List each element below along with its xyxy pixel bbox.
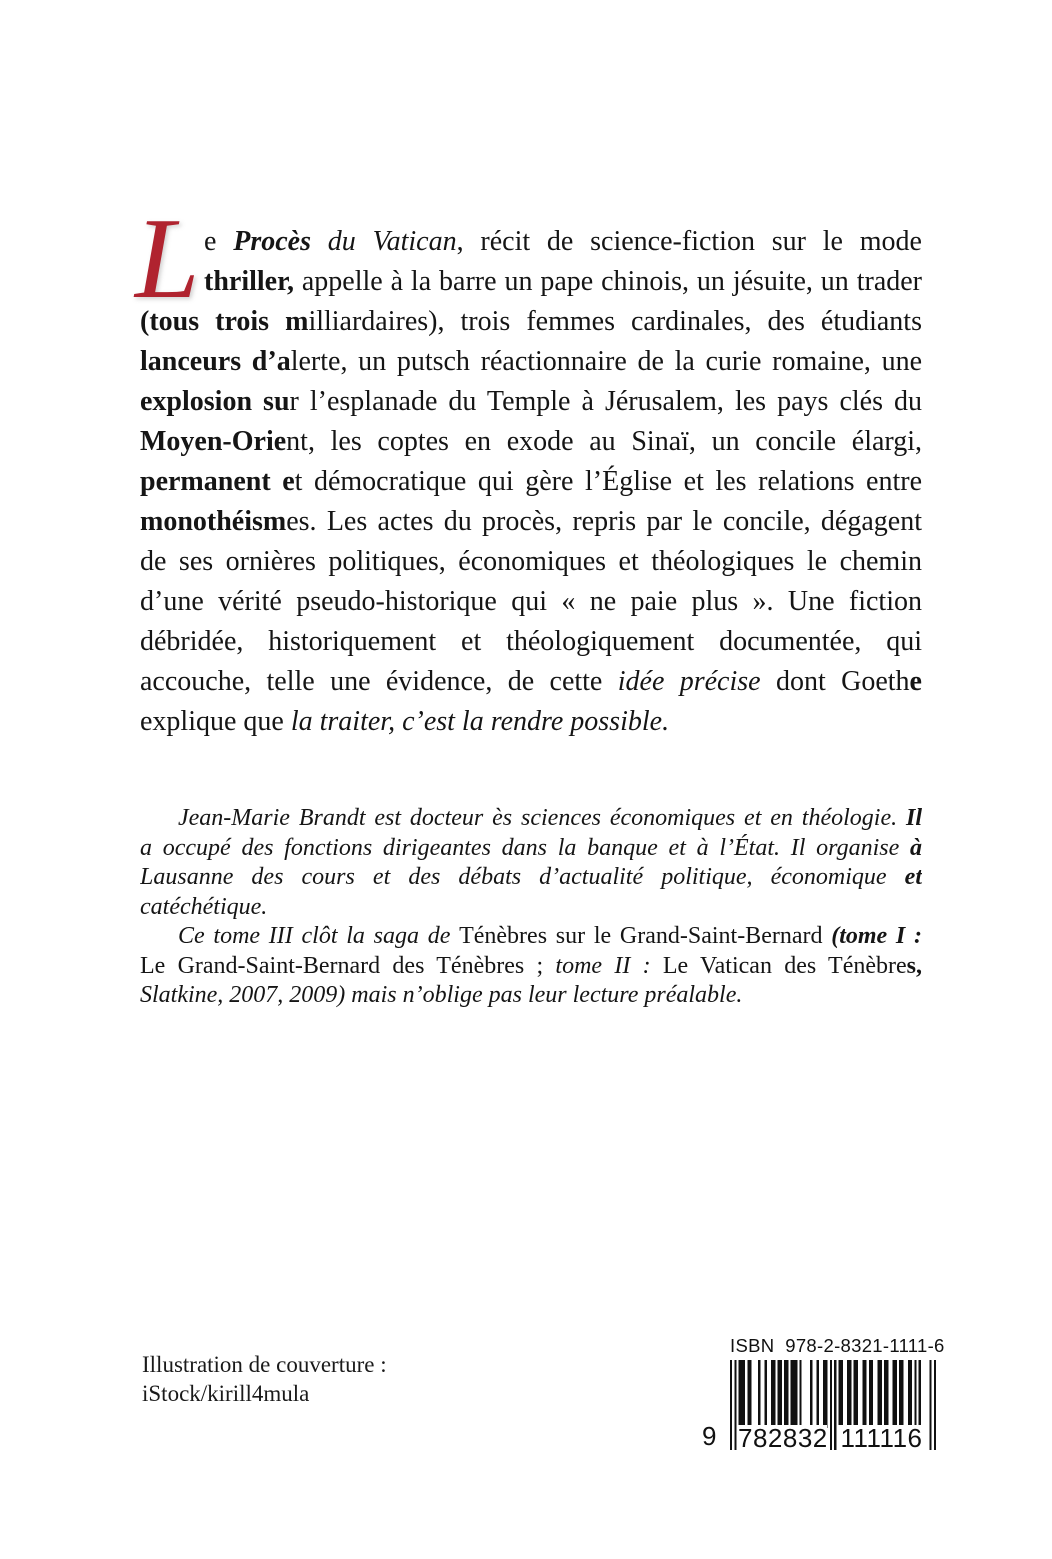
credit-line-1: Illustration de couverture :: [142, 1352, 387, 1377]
text-line: Le Grand-Saint-Bernard des Ténèbres ; tome II : Le Vatican des Ténèbres,: [140, 952, 922, 979]
barcode-digits-right: 111116: [837, 1425, 926, 1451]
text-line: monothéismes. Les actes du procès, repris par le concile, dégagent: [140, 506, 922, 537]
text-line: (tous trois milliardaires), trois femmes cardinales, des étudiants: [140, 306, 922, 337]
credit-line-2: iStock/kirill4mula: [142, 1381, 310, 1406]
barcode-block: [700, 1334, 945, 1453]
text-line: de ses ornières politiques, économiques et théologiques le chemin: [140, 546, 922, 577]
text-line: permanent et démocratique qui gère l’Église et les relations entre: [140, 466, 922, 497]
text-line: accouche, telle une évidence, de cette idée précise dont Goethe: [140, 666, 922, 697]
text-line: Jean-Marie Brandt est docteur ès sciences économiques et en théologie. Il: [178, 805, 922, 831]
barcode-digits-left: 782832: [738, 1423, 828, 1453]
ean-barcode: [702, 1360, 936, 1453]
dropcap-letter-L: L: [135, 195, 200, 323]
text-line: thriller, appelle à la barre un pape chinois, un jésuite, un trader: [204, 266, 922, 297]
text-line: a occupé des fonctions dirigeantes dans la banque et à l’État. Il organise à: [140, 834, 922, 861]
isbn-label: ISBN 978-2-8321-1111-6: [730, 1335, 945, 1356]
text-line: débridée, historiquement et théologiquement documentée, qui: [140, 626, 922, 657]
barcode-digit-9: 9: [702, 1421, 717, 1451]
text-line: Lausanne des cours et des débats d’actualité politique, économique et: [140, 864, 922, 890]
text-line: Slatkine, 2007, 2009) mais n’oblige pas leur lecture préalable.: [140, 982, 743, 1008]
synopsis-paragraph: [135, 195, 922, 742]
text-line: e Procès du Vatican, récit de science-fiction sur le mode: [204, 226, 922, 257]
text-line: d’une vérité pseudo-historique qui « ne paie plus ». Une fiction: [140, 586, 922, 617]
synopsis-lines: [140, 222, 922, 742]
author-note-paragraph: [140, 804, 922, 1011]
text-line: Moyen-Orient, les coptes en exode au Sinaï, un concile élargi,: [140, 426, 922, 457]
text-line: catéchétique.: [140, 893, 268, 920]
text-line: Ce tome III clôt la saga de Ténèbres sur le Grand-Saint-Bernard (tome I :: [178, 923, 922, 949]
text-line: explosion sur l’esplanade du Temple à Jérusalem, les pays clés du: [140, 386, 922, 417]
cover-credit: [142, 1350, 387, 1408]
text-line: explique que la traiter, c’est la rendre possible.: [140, 706, 670, 737]
text-line: lanceurs d’alerte, un putsch réactionnaire de la curie romaine, une: [140, 346, 922, 377]
